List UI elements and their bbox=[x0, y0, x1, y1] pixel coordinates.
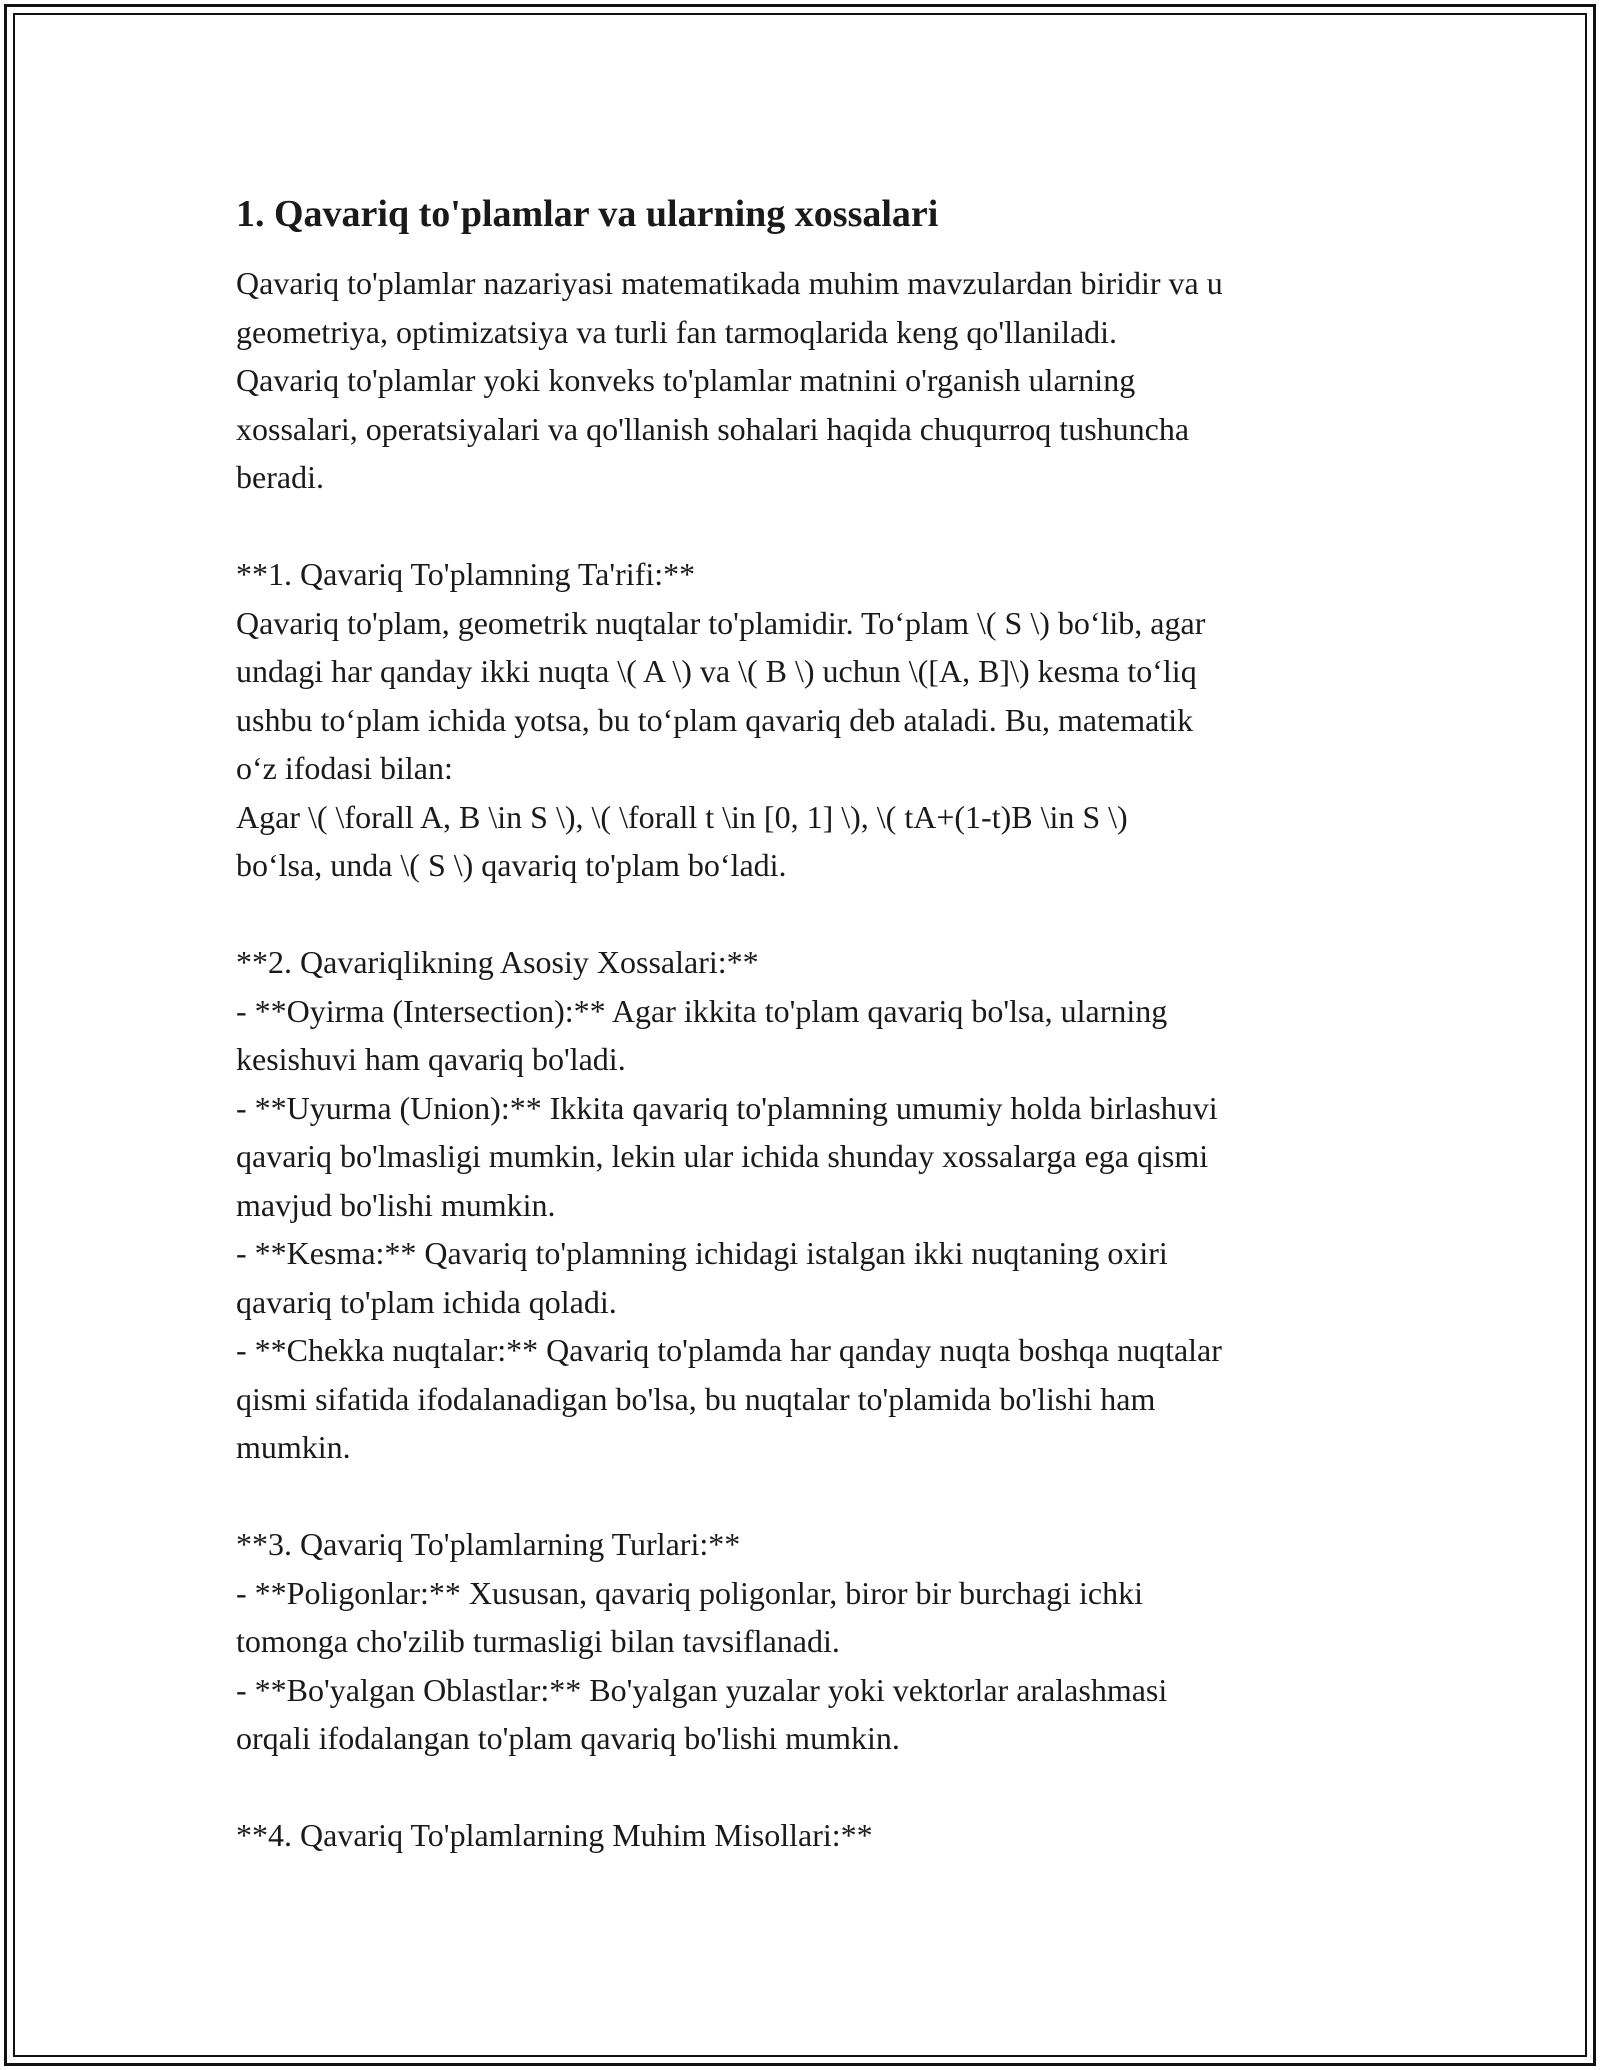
blank-line bbox=[236, 1472, 1376, 1521]
text-line: beradi. bbox=[236, 459, 324, 495]
text-line: bo‘lsa, unda \( S \) qavariq to'plam bo‘ladi. bbox=[236, 847, 787, 883]
text-line: Agar \( \forall A, B \in S \), \( \forall t \in [0, 1] \), \( tA+(1-t)B \in S \) bbox=[236, 798, 1128, 835]
text-line: Qavariq to'plamlar yoki konveks to'plamlar matnini o'rganish ularning bbox=[236, 362, 1136, 398]
text-line: - **Bo'yalgan Oblastlar:** Bo'yalgan yuzalar yoki vektorlar aralashmasi bbox=[236, 1671, 1168, 1708]
text-line: o‘z ifodasi bilan: bbox=[236, 750, 453, 786]
text-line: mumkin. bbox=[236, 1429, 351, 1465]
text-line: **4. Qavariq To'plamlarning Muhim Misollari:** bbox=[236, 1817, 873, 1853]
text-line: **1. Qavariq To'plamning Ta'rifi:** bbox=[236, 556, 696, 592]
text-line: geometriya, optimizatsiya va turli fan tarmoqlarida keng qo'llaniladi. bbox=[236, 313, 1118, 350]
text-line: qismi sifatida ifodalanadigan bo'lsa, bu nuqtalar to'plamida bo'lishi ham bbox=[236, 1380, 1156, 1417]
text-line: qavariq bo'lmasligi mumkin, lekin ular ichida shunday xossalarga ega qismi bbox=[236, 1138, 1209, 1174]
text-line: mavjud bo'lishi mumkin. bbox=[236, 1186, 556, 1223]
text-line: kesishuvi ham qavariq bo'ladi. bbox=[236, 1041, 626, 1077]
blank-line bbox=[236, 1763, 1376, 1812]
text-line: xossalari, operatsiyalari va qo'llanish sohalari haqida chuqurroq tushuncha bbox=[236, 410, 1190, 447]
page-title: 1. Qavariq to'plamlar va ularning xossalari bbox=[236, 193, 939, 235]
blank-line bbox=[236, 502, 1376, 551]
text-line: tomonga cho'zilib turmasligi bilan tavsiflanadi. bbox=[236, 1623, 840, 1659]
text-line: Qavariq to'plam, geometrik nuqtalar to'plamidir. To‘plam \( S \) bo‘lib, agar bbox=[236, 604, 1206, 641]
text-line: **2. Qavariqlikning Asosiy Xossalari:** bbox=[236, 944, 759, 980]
text-line: **3. Qavariq To'plamlarning Turlari:** bbox=[236, 1526, 741, 1562]
document-text bbox=[236, 259, 1376, 1860]
text-line: - **Oyirma (Intersection):** Agar ikkita to'plam qavariq bo'lsa, ularning bbox=[236, 992, 1168, 1029]
text-line: orqali ifodalangan to'plam qavariq bo'lishi mumkin. bbox=[236, 1720, 900, 1756]
text-line: - **Kesma:** Qavariq to'plamning ichidagi istalgan ikki nuqtaning oxiri bbox=[236, 1235, 1168, 1271]
text-line: undagi har qanday ikki nuqta \( A \) va \( B \) uchun \([A, B]\) kesma to‘liq bbox=[236, 653, 1197, 689]
text-line: - **Chekka nuqtalar:** Qavariq to'plamda har qanday nuqta boshqa nuqtalar bbox=[236, 1332, 1222, 1368]
document-body bbox=[236, 188, 1376, 1860]
text-line: - **Poligonlar:** Xususan, qavariq poligonlar, biror bir burchagi ichki bbox=[236, 1574, 1143, 1611]
text-line: Qavariq to'plamlar nazariyasi matematikada muhim mavzulardan biridir va u bbox=[236, 265, 1223, 301]
text-line: ushbu to‘plam ichida yotsa, bu to‘plam qavariq deb ataladi. Bu, matematik bbox=[236, 701, 1194, 738]
text-line: - **Uyurma (Union):** Ikkita qavariq to'plamning umumiy holda birlashuvi bbox=[236, 1089, 1218, 1126]
text-line: qavariq to'plam ichida qoladi. bbox=[236, 1283, 617, 1320]
blank-line bbox=[236, 890, 1376, 939]
